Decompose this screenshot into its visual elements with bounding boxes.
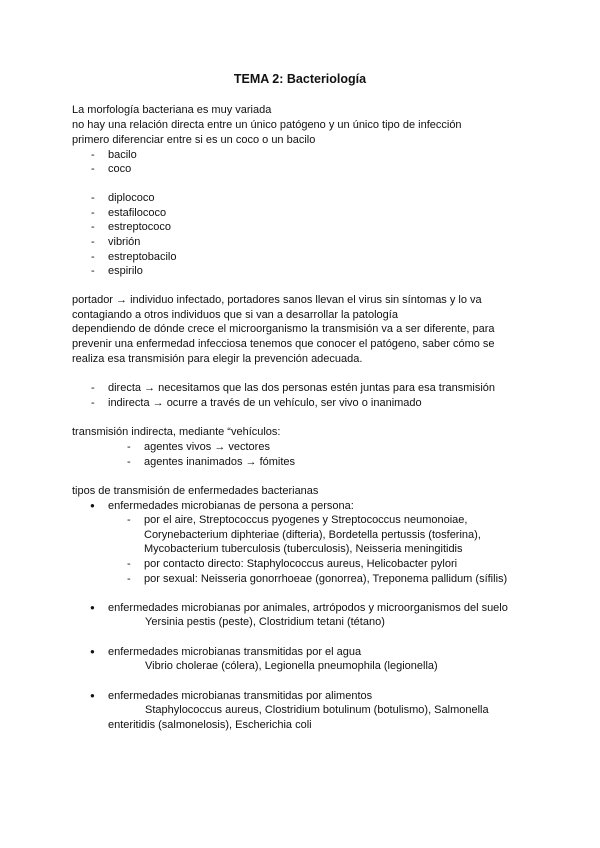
dash-marker: - — [127, 514, 131, 526]
dash-marker: - — [91, 265, 95, 277]
section-heading: transmisión indirecta, mediante “vehículos: — [72, 426, 281, 438]
list-item: directa → necesitamos que las dos personas estén juntas para esa transmisión — [108, 382, 496, 394]
list-item: enfermedades microbianas por animales, artrópodos y microorganismos del suelo — [108, 602, 508, 614]
sub-item-line: por el aire, Streptococcus pyogenes y Streptococcus neumonoiae, — [144, 514, 468, 526]
list-item: enfermedades microbianas transmitidas por alimentos — [108, 690, 373, 702]
page-title: TEMA 2: Bacteriología — [233, 72, 367, 86]
dash-marker: - — [127, 441, 131, 453]
sub-item-line: por contacto directo: Staphylococcus aureus, Helicobacter pylori — [144, 558, 458, 570]
dash-marker: - — [127, 573, 131, 585]
list-item: agentes vivos → vectores — [144, 441, 270, 453]
dash-marker: - — [91, 236, 95, 248]
list-item: coco — [108, 163, 132, 175]
list-item: estreptococo — [108, 221, 171, 233]
paragraph-line: realiza esa transmisión para elegir la prevención adecuada. — [72, 353, 363, 365]
sub-item-line: por sexual: Neisseria gonorrhoeae (gonorrea), Treponema pallidum (sífilis) — [144, 573, 508, 585]
list-item: bacilo — [108, 149, 137, 161]
dash-marker: - — [91, 251, 95, 263]
paragraph-line: dependiendo de dónde crece el microorganismo la transmisión va a ser diferente, para — [72, 323, 495, 335]
dash-marker: - — [91, 192, 95, 204]
dash-marker: - — [91, 397, 95, 409]
section-heading: tipos de transmisión de enfermedades bacterianas — [72, 485, 319, 497]
list-item: estreptobacilo — [108, 251, 177, 263]
intro-line: La morfología bacteriana es muy variada — [72, 104, 272, 116]
bullet-marker: ● — [90, 691, 95, 700]
list-item: vibrión — [108, 236, 141, 248]
list-item: indirecta → ocurre a través de un vehículo, ser vivo o inanimado — [108, 397, 422, 409]
detail-line: Yersinia pestis (peste), Clostridium tetani (tétano) — [145, 616, 385, 628]
intro-line: primero diferenciar entre si es un coco o un bacilo — [72, 134, 316, 146]
sub-item-line: Corynebacterium diphteriae (difteria), Bordetella pertussis (tosferina), — [144, 529, 481, 541]
dash-marker: - — [127, 456, 131, 468]
paragraph-line: contagiando a otros individuos que si van a desarrollar la patología — [72, 309, 398, 321]
dash-marker: - — [91, 163, 95, 175]
list-item: estafilococo — [108, 207, 167, 219]
detail-line: enteritidis (salmonelosis), Escherichia coli — [108, 719, 312, 731]
list-item: enfermedades microbianas transmitidas por el agua — [108, 646, 362, 658]
dash-marker: - — [91, 207, 95, 219]
detail-line: Vibrio cholerae (cólera), Legionella pneumophila (legionella) — [145, 660, 438, 672]
list-item: agentes inanimados → fómites — [144, 456, 296, 468]
list-item: espirilo — [108, 265, 143, 277]
list-item: enfermedades microbianas de persona a persona: — [108, 500, 354, 512]
sub-item-line: Mycobacterium tuberculosis (tuberculosis), Neisseria meningitidis — [144, 543, 463, 555]
dash-marker: - — [91, 221, 95, 233]
bullet-marker: ● — [90, 501, 95, 510]
bullet-marker: ● — [90, 647, 95, 656]
paragraph-line: portador → individuo infectado, portadores sanos llevan el virus sin síntomas y lo va — [72, 294, 482, 306]
paragraph-line: prevenir una enfermedad infecciosa tenemos que conocer el patógeno, saber cómo se — [72, 338, 495, 350]
bullet-marker: ● — [90, 603, 95, 612]
dash-marker: - — [127, 558, 131, 570]
intro-line: no hay una relación directa entre un único patógeno y un único tipo de infección — [72, 119, 462, 131]
detail-line: Staphylococcus aureus, Clostridium botulinum (botulismo), Salmonella — [145, 704, 489, 716]
dash-marker: - — [91, 382, 95, 394]
list-item: diplococo — [108, 192, 155, 204]
dash-marker: - — [91, 149, 95, 161]
